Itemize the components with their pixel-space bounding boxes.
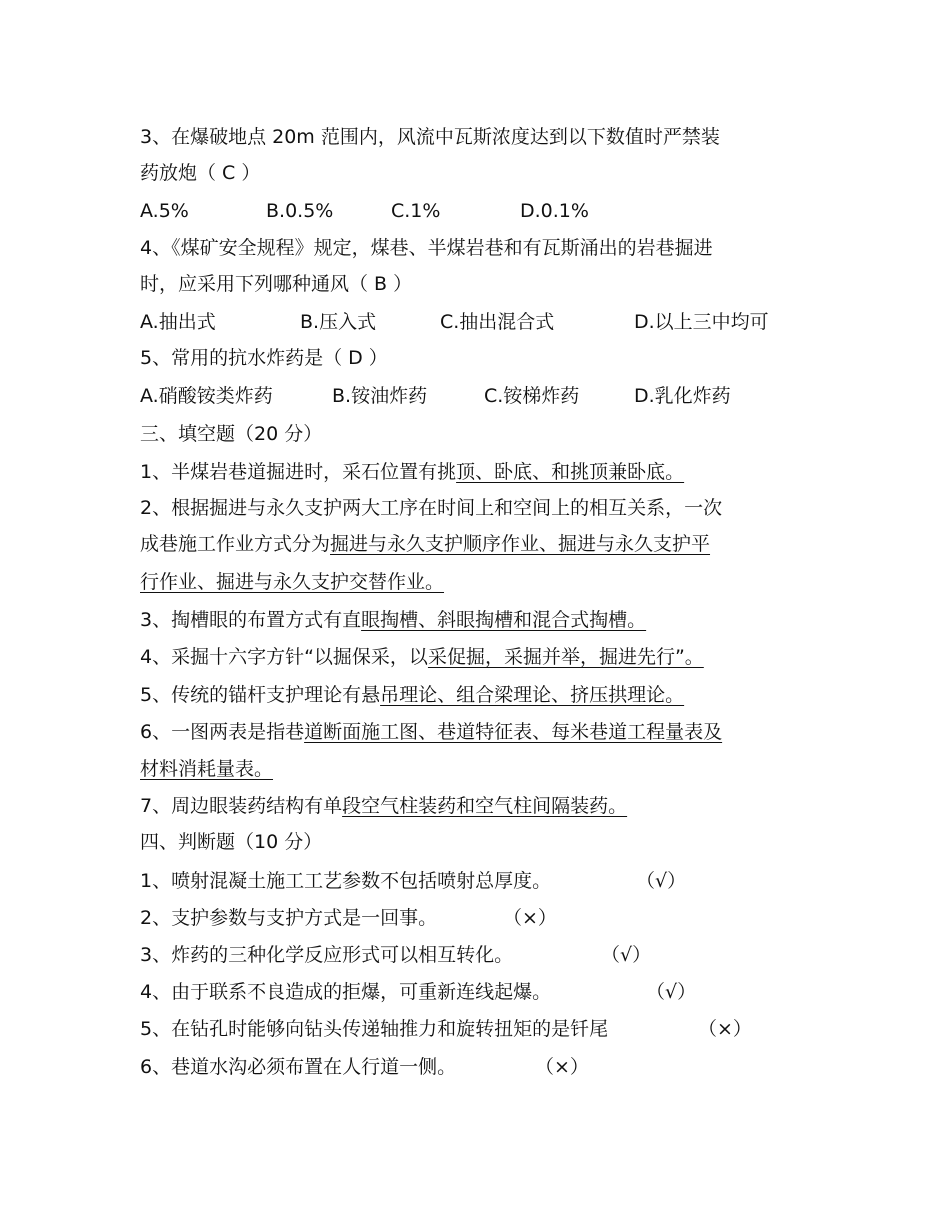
fill-item-6-answer-a: 道断面施工图、巷道特征表、每米巷道工程量表及 xyxy=(304,721,723,743)
fill-item-2-answer-b: 行作业、掘进与永久支护交替作业。 xyxy=(140,571,445,593)
question-3-line-1: 3、在爆破地点 20m 范围内，风流中瓦斯浓度达到以下数值时严禁装 xyxy=(140,126,720,148)
fill-item-7-answer: 段空气柱装药和空气柱间隔装药。 xyxy=(342,795,628,817)
q4-option-c: C.抽出混合式 xyxy=(440,311,555,333)
fill-item-2-prefix: 成巷施工作业方式分为 xyxy=(140,533,331,555)
fill-item-6-line-2 xyxy=(140,757,273,781)
judge-section-heading: 四、判断题（10 分） xyxy=(140,831,323,853)
judge-item-6-text: 6、巷道水沟必须布置在人行道一侧。 xyxy=(140,1056,457,1078)
question-4-line-2: 时，应采用下列哪种通风（ B ） xyxy=(140,273,413,295)
fill-item-7-prefix: 7、周边眼装药结构有单 xyxy=(140,795,343,817)
question-4-line-1: 4、《煤矿安全规程》规定，煤巷、半煤岩巷和有瓦斯涌出的岩巷掘进 xyxy=(140,237,713,259)
fill-item-3 xyxy=(140,608,646,632)
judge-item-5-mark: （×） xyxy=(698,1018,752,1040)
judge-item-6-mark: （×） xyxy=(535,1056,589,1078)
judge-item-5-text: 5、在钻孔时能够向钻头传递轴推力和旋转扭矩的是钎尾 xyxy=(140,1018,609,1040)
q5-option-d: D.乳化炸药 xyxy=(634,385,731,407)
fill-item-4 xyxy=(140,645,704,669)
question-3-line-2: 药放炮（ C ） xyxy=(140,162,261,184)
q3-option-c: C.1% xyxy=(391,200,441,222)
q4-option-b: B.压入式 xyxy=(300,311,377,333)
fill-item-5 xyxy=(140,683,684,707)
fill-item-6-answer-b: 材料消耗量表。 xyxy=(140,758,274,780)
fill-item-2-answer-a: 掘进与永久支护顺序作业、掘进与永久支护平 xyxy=(330,533,711,555)
q5-option-b: B.铵油炸药 xyxy=(332,385,428,407)
q3-option-b: B.0.5% xyxy=(266,200,334,222)
fill-item-1 xyxy=(140,460,684,484)
fill-item-3-answer: 眼掏槽、斜眼掏槽和混合式掏槽。 xyxy=(361,609,647,631)
fill-item-2-line-1: 2、根据掘进与永久支护两大工序在时间上和空间上的相互关系，一次 xyxy=(140,497,723,519)
q5-option-c: C.铵梯炸药 xyxy=(484,385,580,407)
fill-item-1-answer: 顶、卧底、和挑顶兼卧底。 xyxy=(456,461,685,483)
fill-item-4-answer: 采促掘，采掘并举，掘进先行”。 xyxy=(427,646,704,668)
fill-item-5-prefix: 5、传统的锚杆支护理论有悬 xyxy=(140,684,381,706)
q3-option-a: A.5% xyxy=(140,200,189,222)
fill-item-6-prefix: 6、一图两表是指巷 xyxy=(140,721,305,743)
q4-option-a: A.抽出式 xyxy=(140,311,216,333)
judge-item-2-mark: （×） xyxy=(503,907,557,929)
judge-item-4-mark: （√） xyxy=(646,981,697,1003)
q4-option-d: D.以上三中均可 xyxy=(634,311,769,333)
judge-item-1-mark: （√） xyxy=(636,870,687,892)
judge-item-1-text: 1、喷射混凝土施工工艺参数不包括喷射总厚度。 xyxy=(140,870,552,892)
q5-option-a: A.硝酸铵类炸药 xyxy=(140,385,273,407)
fill-item-2-line-2 xyxy=(140,532,710,556)
judge-item-2-text: 2、支护参数与支护方式是一回事。 xyxy=(140,907,438,929)
judge-item-3-text: 3、炸药的三种化学反应形式可以相互转化。 xyxy=(140,944,514,966)
fill-item-2-line-3 xyxy=(140,570,444,594)
fill-item-1-prefix: 1、半煤岩巷道掘进时，采石位置有挑 xyxy=(140,461,457,483)
fill-section-heading: 三、填空题（20 分） xyxy=(140,423,323,445)
fill-item-5-answer: 吊理论、组合梁理论、挤压拱理论。 xyxy=(380,684,685,706)
question-5-line-1: 5、常用的抗水炸药是（ D ） xyxy=(140,347,388,369)
fill-item-6-line-1 xyxy=(140,720,722,744)
judge-item-3-mark: （√） xyxy=(601,944,652,966)
judge-item-4-text: 4、由于联系不良造成的拒爆，可重新连线起爆。 xyxy=(140,981,552,1003)
fill-item-3-prefix: 3、掏槽眼的布置方式有直 xyxy=(140,609,362,631)
q3-option-d: D.0.1% xyxy=(520,200,589,222)
fill-item-4-prefix: 4、采掘十六字方针“以掘保采，以 xyxy=(140,646,428,668)
fill-item-7 xyxy=(140,794,627,818)
